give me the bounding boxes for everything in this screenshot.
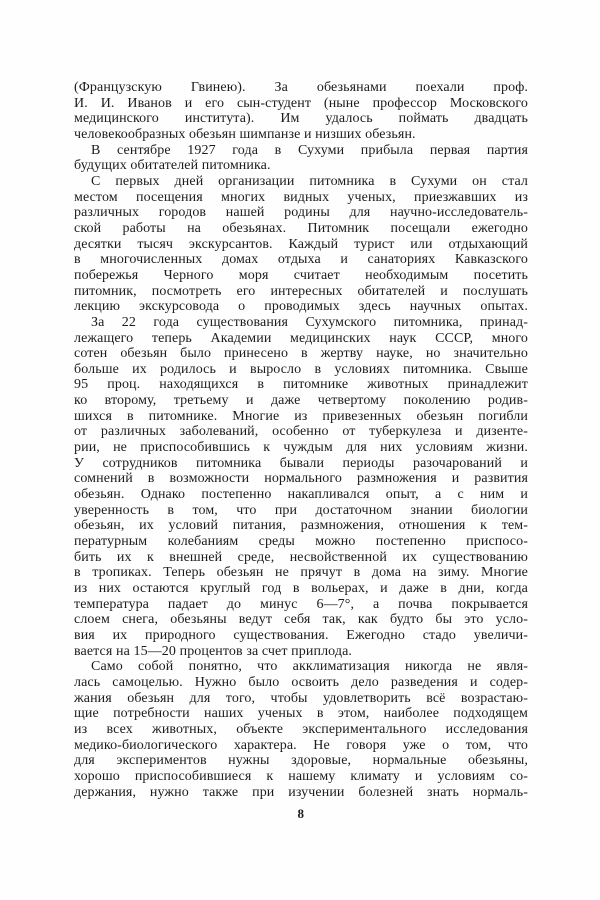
text-line: местом посещения многих видных ученых, приезжавших из bbox=[74, 189, 528, 205]
text-line: вия их природного существования. Ежегодно стадо увеличи- bbox=[74, 627, 528, 643]
text-line: ко второму, третьему и даже четвертому поколению родив- bbox=[74, 393, 528, 409]
text-column bbox=[74, 80, 528, 800]
text-line: сомнений в возможности нормального размножения и развития bbox=[74, 471, 528, 487]
text-line: температура падает до минус 6—7°, а почва покрывается bbox=[74, 596, 528, 612]
text-line: человекообразных обезьян шимпанзе и низших обезьян. bbox=[74, 126, 416, 142]
text-line: хорошо приспособившиеся к нашему климату и условиям со- bbox=[74, 768, 528, 784]
text-line: обезьян. Однако постепенно накапливался опыт, а с ним и bbox=[74, 487, 528, 503]
text-line: питомник, посмотреть его интересных обитателей и послушать bbox=[74, 283, 528, 299]
text-line: больше их родилось и выросло в условиях питомника. Свыше bbox=[74, 361, 528, 377]
text-line: уверенность в том, что при достаточном знании биологии bbox=[74, 502, 528, 518]
text-line: С первых дней организации питомника в Сухуми он стал bbox=[91, 173, 528, 189]
text-line: За 22 года существования Сухумского питомника, принад- bbox=[91, 314, 528, 330]
text-line: Само собой понятно, что акклиматизация никогда не явля- bbox=[91, 659, 528, 675]
text-line: из них остаются круглый год в вольерах, и даже в дни, когда bbox=[74, 581, 528, 596]
text-line: щие потребности наших ученых в этом, наиболее подходящем bbox=[74, 706, 528, 722]
text-line: И. И. Иванов и его сын-студент (ныне профессор Московского bbox=[74, 95, 528, 111]
text-line: десятки тысяч экскурсантов. Каждый турист или отдыхающий bbox=[74, 236, 528, 252]
text-line: бить их к внешней среде, несвойственной их существованию bbox=[74, 549, 528, 565]
text-line: пературным колебаниям среды можно постепенно приспосо- bbox=[74, 534, 528, 550]
text-line: из всех животных, объекте экспериментального исследования bbox=[74, 721, 528, 737]
text-line: побережья Черного моря считает необходимым посетить bbox=[74, 267, 528, 283]
text-line: ской работы на обезьянах. Питомник посещали ежегодно bbox=[74, 220, 528, 236]
text-line: в тропиках. Теперь обезьян не прячут в дома на зиму. Многие bbox=[74, 565, 528, 581]
text-line: 95 проц. находящихся в питомнике животных принадлежит bbox=[74, 377, 528, 393]
text-line: вается на 15—20 процентов за счет приплода. bbox=[74, 643, 352, 659]
text-line: различных городов нашей родины для научно-исследователь- bbox=[74, 205, 528, 221]
text-line: сотен обезьян было принесено в жертву науке, но значительно bbox=[74, 346, 528, 362]
text-line: от различных заболеваний, особенно от туберкулеза и дизенте- bbox=[74, 424, 528, 440]
text-line: В сентябре 1927 года в Сухуми прибыла первая партия bbox=[91, 142, 528, 158]
text-line: шихся в питомнике. Многие из привезенных обезьян погибли bbox=[74, 408, 528, 424]
text-line: обезьян, их условий питания, размножения, отношения к тем- bbox=[74, 518, 528, 534]
text-line: слоем снега, обезьяны ведут себя так, как будто бы это усло- bbox=[74, 612, 528, 628]
text-line: держания, нужно также при изучении болезней знать нормаль- bbox=[74, 784, 528, 800]
text-line: медико-биологического характера. Не говоря уже о том, что bbox=[74, 737, 528, 753]
text-line: лекцию экскурсовода о проводимых здесь научных опытах. bbox=[74, 299, 528, 315]
text-line: будущих обитателей питомника. bbox=[74, 158, 271, 174]
text-line: для экспериментов нужны здоровые, нормальные обезьяны, bbox=[74, 753, 528, 769]
text-line: У сотрудников питомника бывали периоды разочарований и bbox=[74, 455, 528, 471]
text-line: медицинского института). Им удалось поймать двадцать bbox=[74, 111, 528, 127]
text-line: в многочисленных домах отдыха и санаториях Кавказского bbox=[74, 252, 528, 268]
text-line: лась самоцелью. Нужно было освоить дело разведения и содер- bbox=[74, 674, 528, 690]
page-number: 8 bbox=[297, 806, 305, 821]
text-line: жания обезьян для того, чтобы удовлетворить всё возрастаю- bbox=[74, 690, 528, 706]
text-line: рии, не приспособившись к чуждым для них условиям жизни. bbox=[74, 440, 528, 456]
text-line: лежащего теперь Академии медицинских наук СССР, много bbox=[74, 330, 528, 346]
text-line: (Французскую Гвинею). За обезьянами поехали проф. bbox=[74, 80, 528, 95]
